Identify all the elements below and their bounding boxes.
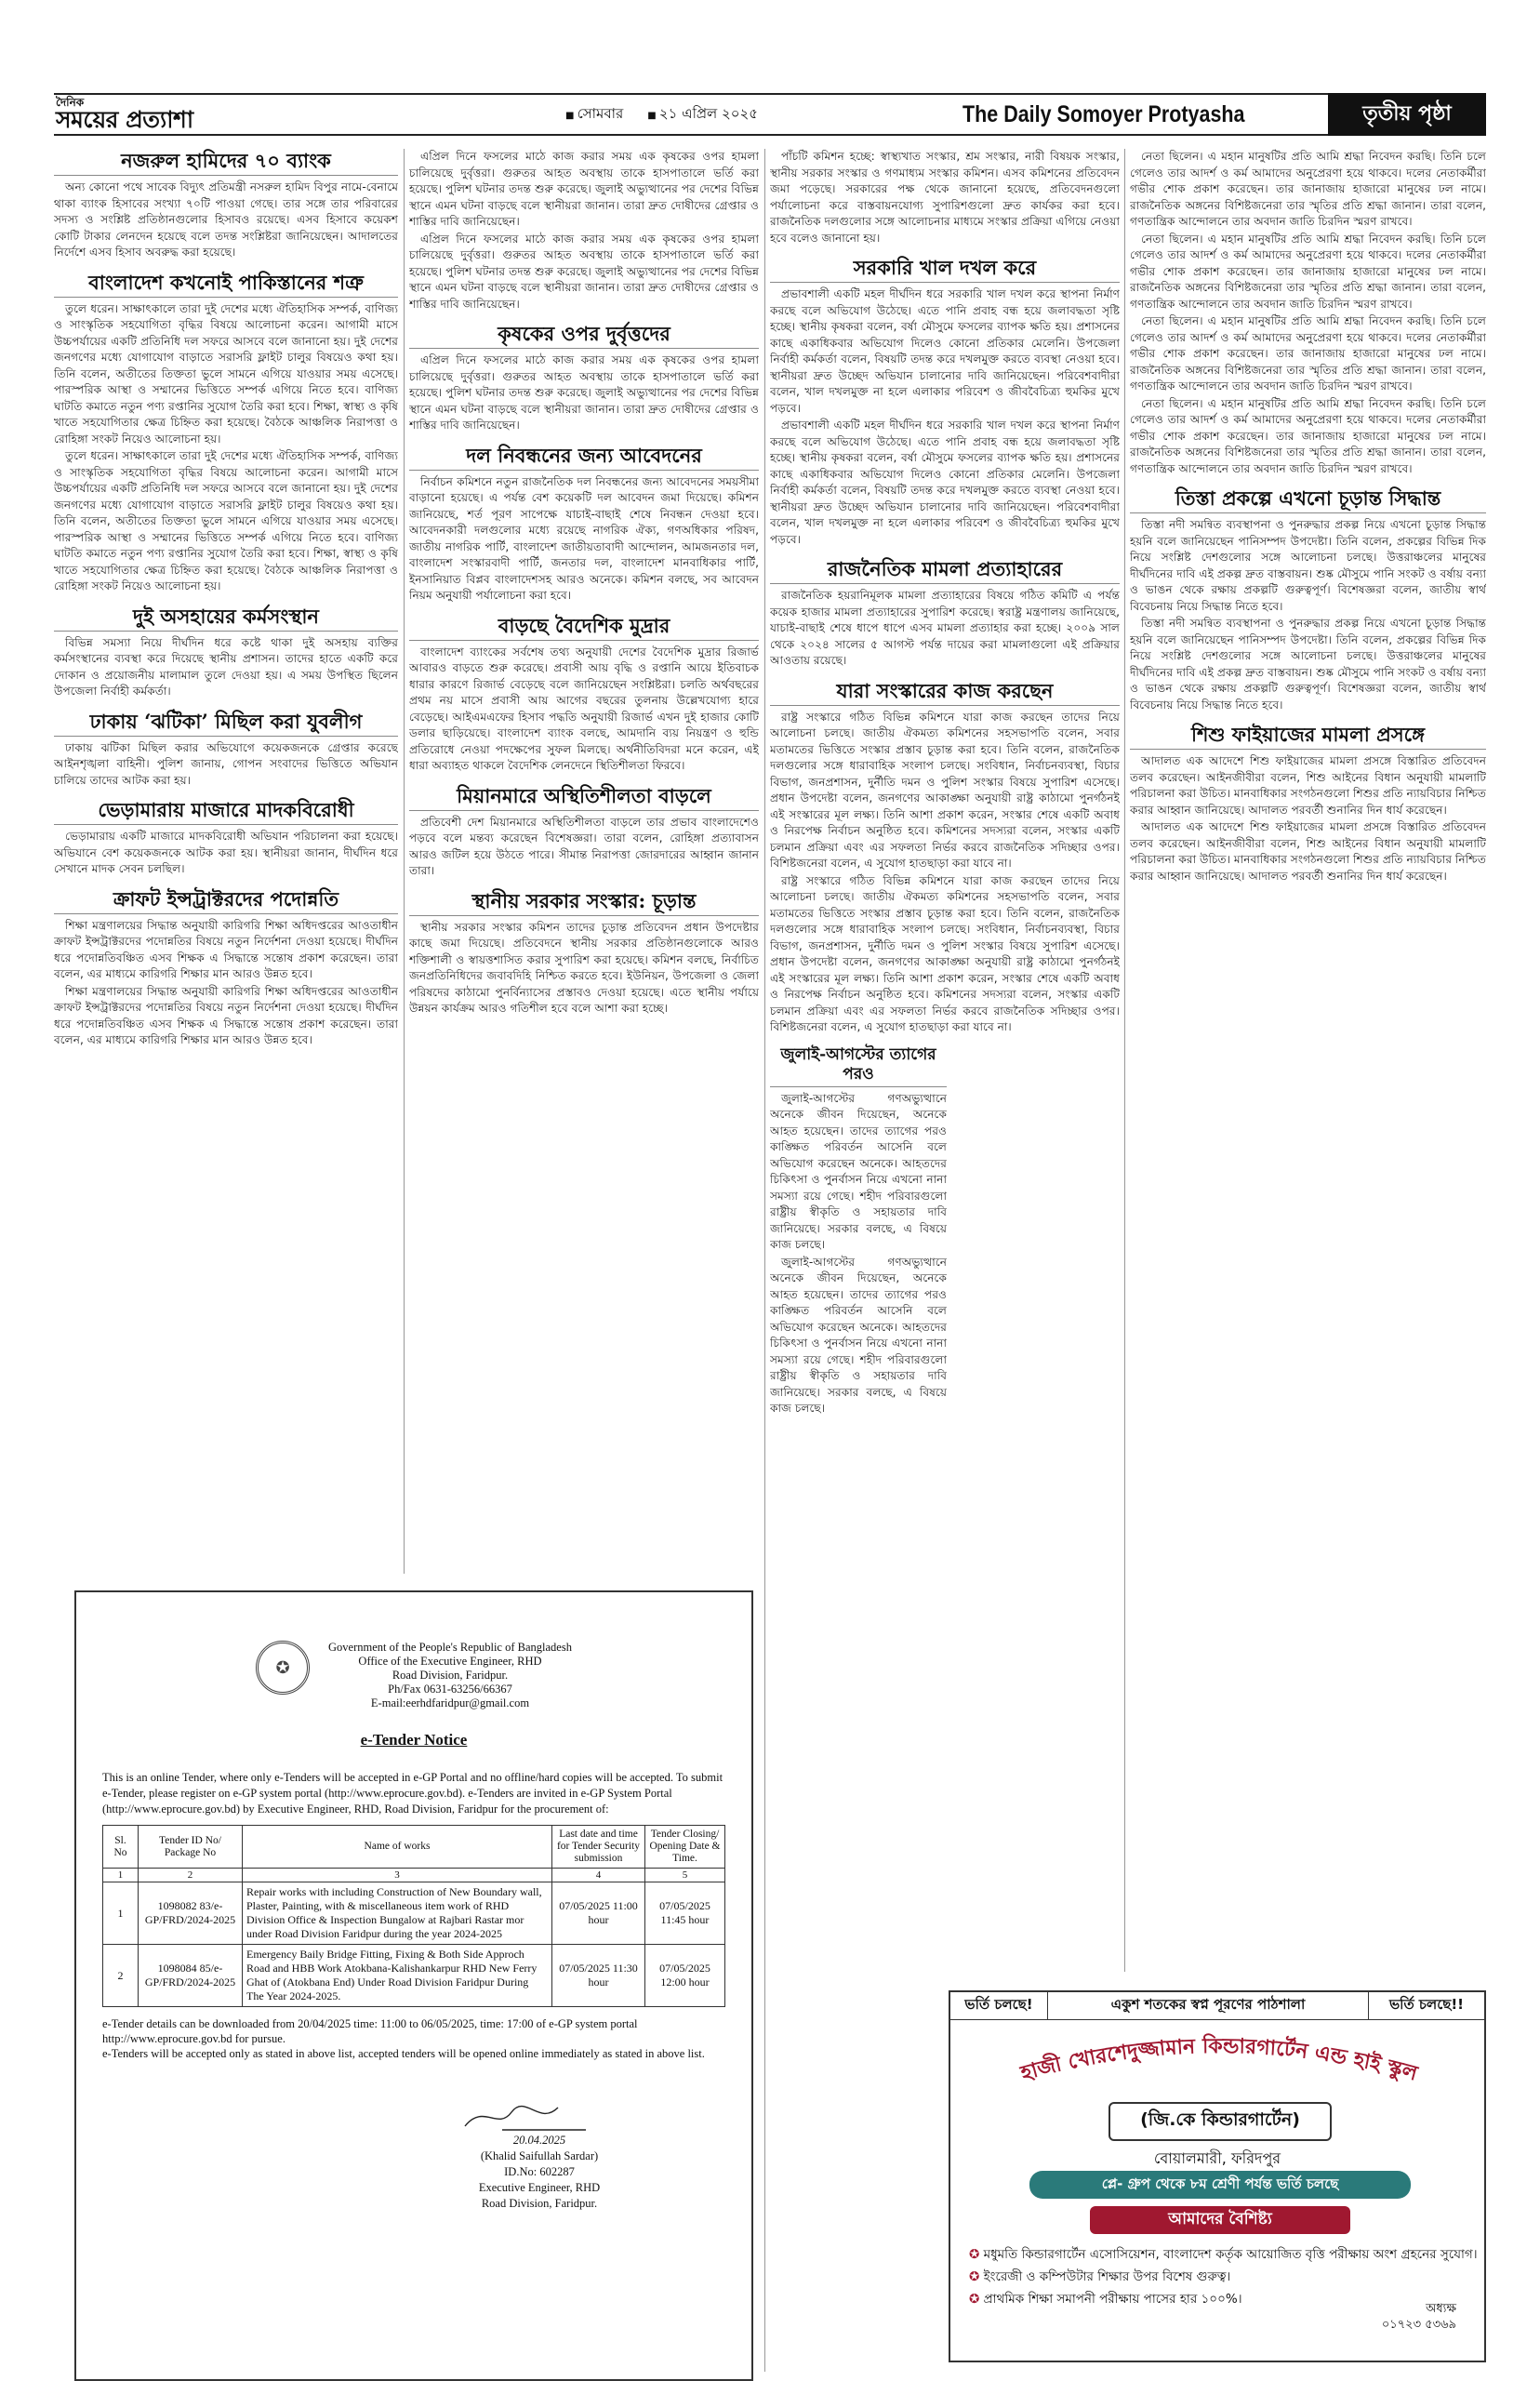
headline[interactable]: ঢাকায় ‘ঝটিকা’ মিছিল করা যুবলীগ [54, 710, 398, 737]
article-body: প্রতিবেশী দেশ মিয়ানমারে অস্থিতিশীলতা বাড়লে তার প্রভাব বাংলাদেশেও পড়বে বলে মন্তব্য করেছেন বিশেষজ্ঞরা। তারা বলেন, রোহিঙ্গা প্রত্যাবাসন আরও জটিল হয়ে উঠতে পারে। সীমান্ত নিরাপত্তা জোরদারের আহ্বান জানান তারা। [409, 815, 759, 877]
tender-intro: This is an online Tender, where only e-Tenders will be accepted in e-GP Portal and no offline/hard copies will be accepted. To submit e-Tender, please register on e-GP system portal (http://www.eprocure.gov.bd). e-Tenders are invited in e-GP System Portal (http://www.eprocure.gov.bd) by Executive Engineer, RHD, Road Division, Faridpur for the procurement of: [102, 1771, 724, 1816]
cell-sl: 1 [103, 1882, 139, 1945]
cell-tender-id: 1098082 83/e-GP/FRD/2024-2025 [139, 1882, 243, 1945]
column-divider [1124, 149, 1125, 1972]
article [54, 271, 398, 595]
signature-date: 20.04.2025 [512, 2134, 566, 2147]
headline[interactable]: যারা সংস্কারের কাজ করছেন [770, 679, 1120, 706]
footer-line: e-Tender details can be downloaded from 20/04/2025 time: 11:00 to 06/05/2025, time: 17:00 of e-GP system portal http://www.eprocure.gov.bd for pursue. [102, 2017, 638, 2045]
article-body: এপ্রিল দিনে ফসলের মাঠে কাজ করার সময় এক কৃষকের ওপর হামলা চালিয়েছে দুর্বৃত্তরা। গুরুতর আহত অবস্থায় তাকে হাসপাতালে ভর্তি করা হয়েছে। পুলিশ ঘটনার তদন্ত শুরু করেছে। জুলাই অভ্যুত্থানের পর দেশের বিভিন্ন স্থানে এমন ঘটনা বাড়ছে বলে স্থানীয়রা জানান। তারা দ্রুত দোষীদের গ্রেপ্তার ও শাস্তির দাবি জানিয়েছেন। [409, 353, 759, 432]
ad-slogan: একুশ শতকের স্বপ্ন পূরণের পাঠশালা [1110, 1996, 1306, 2013]
index-cell: 3 [243, 1869, 552, 1882]
admission-label: ভর্তি চলছে!! [1368, 1992, 1484, 2019]
school-location: বোয়ালমারী, ফরিদপুর [1153, 2149, 1281, 2167]
signature-block [446, 2098, 632, 2212]
column-divider [764, 149, 765, 2372]
article-body: রাজনৈতিক হয়রানিমূলক মামলা প্রত্যাহারের বিষয়ে গঠিত কমিটি এ পর্যন্ত কয়েক হাজার মামলা প্রত্যাহারের সুপারিশ করেছে। স্বরাষ্ট্র মন্ত্রণালয় জানিয়েছে, যাচাই-বাছাই শেষে ধাপে ধাপে এসব মামলা প্রত্যাহার করা হচ্ছে। ২০০৯ সাল থেকে ২০২৪ সালের ৫ আগস্ট পর্যন্ত দায়ের করা মামলাগুলো এই প্রক্রিয়ার আওতায় রয়েছে। [770, 589, 1120, 667]
cell-security-date: 07/05/2025 11:30 hour [552, 1945, 645, 2007]
headline[interactable]: দুই অসহায়ের কর্মসংস্থান [54, 605, 398, 632]
column-1 [54, 149, 398, 1574]
headline[interactable]: দল নিবন্ধনের জন্য আবেদনের [409, 444, 759, 471]
headline[interactable]: ভেড়ামারায় মাজারে মাদকবিরোধী [54, 798, 398, 825]
table-row [103, 1882, 725, 1945]
gov-line: E-mail:eerhdfaridpur@gmail.com [370, 1696, 530, 1709]
article-body: আদালত এক আদেশে শিশু ফাইয়াজের মামলা প্রসঙ্গে বিস্তারিত প্রতিবেদন তলব করেছেন। আইনজীবীরা বলেন, শিশু আইনের বিধান অনুযায়ী মামলাটি পরিচালনা করা উচিত। মানবাধিকার সংগঠনগুলো শিশুর প্রতি ন্যায়বিচার নিশ্চিত করার আহ্বান জানিয়েছে। আদালত পরবর্তী শুনানির দিন ধার্য করেছেন। আদালত এক আদেশে শিশু ফাইয়াজের মামলা প্রসঙ্গে বিস্তারিত প্রতিবেদন তলব করেছেন। আইনজীবীরা বলেন, শিশু আইনের বিধান অনুযায়ী মামলাটি পরিচালনা করা উচিত। মানবাধিকার সংগঠনগুলো শিশুর প্রতি ন্যায়বিচার নিশ্চিত করার আহ্বান জানিয়েছে। আদালত পরবর্তী শুনানির দিন ধার্য করেছেন। [1130, 754, 1486, 883]
features-title: আমাদের বৈশিষ্ট্য [1090, 2206, 1350, 2234]
phone-number[interactable]: ০১৭২৩ ৫৩৬৯ [1381, 2318, 1456, 2332]
tender-title: e-Tender Notice [360, 1731, 468, 1749]
tender-notice [74, 1590, 753, 2381]
article [409, 444, 759, 605]
gov-line: Road Division, Faridpur. [392, 1669, 509, 1682]
signatory-line: (Khalid Saifullah Sardar) [480, 2149, 599, 2162]
index-cell: 5 [645, 1869, 725, 1882]
article-body: ঢাকায় ঝটিকা মিছিল করার অভিযোগে কয়েকজনকে গ্রেপ্তার করেছে আইনশৃঙ্খলা বাহিনী। পুলিশ জানায়, গোপন সংবাদের ভিত্তিতে অভিযান চালিয়ে তাদের আটক করা হয়। [54, 740, 398, 787]
office-address [328, 1641, 572, 1710]
article [1130, 149, 1486, 477]
date-label: ■ ২১ এপ্রিল ২০২৫ [647, 103, 758, 126]
headline[interactable]: জুলাই-আগস্টের ত্যাগের পরও [770, 1045, 947, 1087]
list-item: ✪ প্রাথমিক শিক্ষা সমাপনী পরীক্ষায় পাসের হার ১০০%। [969, 2288, 1478, 2310]
index-cell: 4 [552, 1869, 645, 1882]
gov-line: Office of the Executive Engineer, RHD [358, 1655, 542, 1668]
article [54, 149, 398, 261]
article-body: স্থানীয় সরকার সংস্কার কমিশন তাদের চূড়ান্ত প্রতিবেদন প্রধান উপদেষ্টার কাছে জমা দিয়েছে। প্রতিবেদনে স্থানীয় সরকার প্রতিষ্ঠানগুলোকে আরও শক্তিশালী ও স্বায়ত্তশাসিত করার সুপারিশ করা হয়েছে। কমিশন বলছে, নির্বাচিত জনপ্রতিনিধিদের জবাবদিহি নিশ্চিত করতে হবে। ইউনিয়ন, উপজেলা ও জেলা পরিষদের কাঠামো পুনর্বিন্যাসের প্রস্তাবও দেওয়া হয়েছে। এতে স্থানীয় পর্যায়ে উন্নয়ন কার্যক্রম আরও গতিশীল হবে বলে আশা করা হচ্ছে। [409, 920, 759, 1015]
article-body: জুলাই-আগস্টের গণঅভ্যুত্থানে অনেকে জীবন দিয়েছেন, অনেকে আহত হয়েছেন। তাদের ত্যাগের পরও কাঙ্ক্ষিত পরিবর্তন আসেনি বলে অভিযোগ করেছেন অনেকে। আহতদের চিকিৎসা ও পুনর্বাসন নিয়ে এখনো নানা সমস্যা রয়ে গেছে। শহীদ পরিবারগুলো রাষ্ট্রীয় স্বীকৃতি ও সহায়তার দাবি জানিয়েছে। সরকার বলছে, এ বিষয়ে কাজ চলছে। জুলাই-আগস্টের গণঅভ্যুত্থানে অনেকে জীবন দিয়েছেন, অনেকে আহত হয়েছেন। তাদের ত্যাগের পরও কাঙ্ক্ষিত পরিবর্তন আসেনি বলে অভিযোগ করেছেন অনেকে। আহতদের চিকিৎসা ও পুনর্বাসন নিয়ে এখনো নানা সমস্যা রয়ে গেছে। শহীদ পরিবারগুলো রাষ্ট্রীয় স্বীকৃতি ও সহায়তার দাবি জানিয়েছে। সরকার বলছে, এ বিষয়ে কাজ চলছে। [770, 1091, 947, 1415]
class-range-banner: প্লে- গ্রুপ থেকে ৮ম শ্রেণী পর্যন্ত ভর্তি চলছে [1029, 2171, 1411, 2199]
gov-line: Government of the People's Republic of Bangladesh [328, 1641, 572, 1654]
article-body: পাঁচটি কমিশন হচ্ছে: স্বাস্থ্যখাত সংস্কার, শ্রম সংস্কার, নারী বিষয়ক সংস্কার, স্থানীয় সরকার সংস্কার ও গণমাধ্যম সংস্কার কমিশন। এসব কমিশনের প্রতিবেদন জমা পড়েছে। সরকারের পক্ষ থেকে জানানো হয়েছে, প্রতিবেদনগুলো পর্যালোচনা করে বাস্তবায়নযোগ্য সুপারিশগুলো দ্রুত কার্যকর করা হবে। রাজনৈতিক দলগুলোর সঙ্গে আলোচনার মাধ্যমে সংস্কার প্রক্রিয়া এগিয়ে নেওয়া হবে বলেও জানানো হয়। [770, 150, 1120, 245]
column-2 [409, 149, 759, 1574]
tender-table [102, 1825, 725, 2007]
article [1130, 486, 1486, 713]
article-body: ভেড়ামারায় একটি মাজারে মাদকবিরোধী অভিযান পরিচালনা করা হয়েছে। অভিযানে বেশ কয়েকজনকে আটক করা হয়। স্থানীয়রা জানান, দীর্ঘদিন ধরে সেখানে মাদক সেবন চলছিল। [54, 830, 398, 875]
column-divider [404, 149, 405, 1574]
contact-block [1382, 2301, 1456, 2333]
article [54, 798, 398, 878]
article-body: রাষ্ট্র সংস্কারে গঠিত বিভিন্ন কমিশনে যারা কাজ করছেন তাদের নিয়ে আলোচনা চলছে। জাতীয় ঐকমত্য কমিশনের সহসভাপতি বলেন, সবার মতামতের ভিত্তিতে সংস্কার প্রস্তাব চূড়ান্ত করা হবে। তিনি বলেন, রাজনৈতিক দলগুলোর সঙ্গে ধারাবাহিক সংলাপ চলছে। সংবিধান, নির্বাচনব্যবস্থা, বিচার বিভাগ, জনপ্রশাসন, দুর্নীতি দমন ও পুলিশ সংস্কার বিষয়ে সুপারিশ এসেছে। প্রধান উপদেষ্টা বলেন, জনগণের আকাঙ্ক্ষা অনুযায়ী রাষ্ট্র কাঠামো পুনর্গঠনই এই সংস্কারের মূল লক্ষ্য। তিনি আশা প্রকাশ করেন, সংস্কার শেষে একটি অবাধ ও নিরপেক্ষ নির্বাচন অনুষ্ঠিত হবে। কমিশনের সদস্যরা বলেন, সংস্কার একটি চলমান প্রক্রিয়া এবং এর সফলতা নির্ভর করবে রাজনৈতিক সদিচ্ছার ওপর। বিশিষ্টজনেরা বলেন, এ সুযোগ হাতছাড়া করা যাবে না। রাষ্ট্র সংস্কারে গঠিত বিভিন্ন কমিশনে যারা কাজ করছেন তাদের নিয়ে আলোচনা চলছে। জাতীয় ঐকমত্য কমিশনের সহসভাপতি বলেন, সবার মতামতের ভিত্তিতে সংস্কার প্রস্তাব চূড়ান্ত করা হবে। তিনি বলেন, রাজনৈতিক দলগুলোর সঙ্গে ধারাবাহিক সংলাপ চলছে। সংবিধান, নির্বাচনব্যবস্থা, বিচার বিভাগ, জনপ্রশাসন, দুর্নীতি দমন ও পুলিশ সংস্কার বিষয়ে সুপারিশ এসেছে। প্রধান উপদেষ্টা বলেন, জনগণের আকাঙ্ক্ষা অনুযায়ী রাষ্ট্র কাঠামো পুনর্গঠনই এই সংস্কারের মূল লক্ষ্য। তিনি আশা প্রকাশ করেন, সংস্কার শেষে একটি অবাধ ও নিরপেক্ষ নির্বাচন অনুষ্ঠিত হবে। কমিশনের সদস্যরা বলেন, সংস্কার একটি চলমান প্রক্রিয়া এবং এর সফলতা নির্ভর করবে রাজনৈতিক সদিচ্ছার ওপর। বিশিষ্টজনেরা বলেন, এ সুযোগ হাতছাড়া করা যাবে না। [770, 710, 1120, 1033]
masthead [54, 93, 1486, 136]
article-body: প্রভাবশালী একটি মহল দীর্ঘদিন ধরে সরকারি খাল দখল করে স্থাপনা নির্মাণ করছে বলে অভিযোগ উঠেছে। এতে পানি প্রবাহ বন্ধ হয়ে জলাবদ্ধতা সৃষ্টি হচ্ছে। স্থানীয় কৃষকরা বলেন, বর্ষা মৌসুমে ফসলের ব্যাপক ক্ষতি হয়। প্রশাসনের কাছে একাধিকবার অভিযোগ দিলেও কোনো প্রতিকার মেলেনি। উপজেলা নির্বাহী কর্মকর্তা বলেন, বিষয়টি তদন্ত করে দখলমুক্ত করতে ব্যবস্থা নেওয়া হবে। স্থানীয়রা দ্রুত উচ্ছেদ অভিযান চালানোর দাবি জানিয়েছেন। পরিবেশবাদীরা বলেন, খাল দখলমুক্ত না হলে এলাকার পরিবেশ ও জীববৈচিত্র্য হুমকির মুখে পড়বে। প্রভাবশালী একটি মহল দীর্ঘদিন ধরে সরকারি খাল দখল করে স্থাপনা নির্মাণ করছে বলে অভিযোগ উঠেছে। এতে পানি প্রবাহ বন্ধ হয়ে জলাবদ্ধতা সৃষ্টি হচ্ছে। স্থানীয় কৃষকরা বলেন, বর্ষা মৌসুমে ফসলের ব্যাপক ক্ষতি হয়। প্রশাসনের কাছে একাধিকবার অভিযোগ দিলেও কোনো প্রতিকার মেলেনি। উপজেলা নির্বাহী কর্মকর্তা বলেন, বিষয়টি তদন্ত করে দখলমুক্ত করতে ব্যবস্থা নেওয়া হবে। স্থানীয়রা দ্রুত উচ্ছেদ অভিযান চালানোর দাবি জানিয়েছেন। পরিবেশবাদীরা বলেন, খাল দখলমুক্ত না হলে এলাকার পরিবেশ ও জীববৈচিত্র্য হুমকির মুখে পড়বে। [770, 287, 1120, 546]
article [770, 256, 1120, 548]
logo-small-text: দৈনিক [56, 96, 85, 109]
article [770, 149, 1120, 246]
list-item: ✪ ইংরেজী ও কম্পিউটার শিক্ষার উপর বিশেষ গুরুত্ব। [969, 2266, 1478, 2288]
school-name: হাজী খোরশেদুজ্জামান কিন্ডারগার্টেন এন্ড হাই স্কুল [1017, 2033, 1421, 2086]
school-admission-ad [949, 1990, 1486, 2362]
article-body: বিভিন্ন সমস্যা নিয়ে দীর্ঘদিন ধরে কষ্টে থাকা দুই অসহায় ব্যক্তির কর্মসংস্থানের ব্যবস্থা করে দিয়েছে স্থানীয় প্রশাসন। তাদের হাতে একটি করে দোকান ও প্রয়োজনীয় মালামাল তুলে দেওয়া হয়। এ সময় উপস্থিত ছিলেন উপজেলা নির্বাহী কর্মকর্তা। [54, 635, 398, 698]
article [409, 149, 759, 313]
article-body: তুলে ধরেন। সাক্ষাৎকালে তারা দুই দেশের মধ্যে ঐতিহাসিক সম্পর্ক, বাণিজ্য ও সাংস্কৃতিক সহযোগিতা বৃদ্ধির বিষয়ে আলোচনা করেন। আগামী মাসে উচ্চপর্যায়ের একটি প্রতিনিধি দল সফরে আসবে বলে জানানো হয়। দুই দেশের জনগণের মধ্যে যোগাযোগ বাড়াতে সরাসরি ফ্লাইট চালুর বিষয়েও কথা হয়। তিনি বলেন, অতীতের তিক্ততা ভুলে সামনে এগিয়ে যাওয়ার সময় এসেছে। পারস্পরিক আস্থা ও সম্মানের ভিত্তিতে সম্পর্ক এগিয়ে নিতে হবে। বাণিজ্য ঘাটতি কমাতে নতুন পণ্য রপ্তানির সুযোগ তৈরি করা হবে। শিক্ষা, স্বাস্থ্য ও কৃষি খাতে সহযোগিতার ক্ষেত্র চিহ্নিত করা হয়েছে। বৈঠকে আঞ্চলিক নিরাপত্তা ও রোহিঙ্গা সংকট নিয়েও আলোচনা হয়। তুলে ধরেন। সাক্ষাৎকালে তারা দুই দেশের মধ্যে ঐতিহাসিক সম্পর্ক, বাণিজ্য ও সাংস্কৃতিক সহযোগিতা বৃদ্ধির বিষয়ে আলোচনা করেন। আগামী মাসে উচ্চপর্যায়ের একটি প্রতিনিধি দল সফরে আসবে বলে জানানো হয়। দুই দেশের জনগণের মধ্যে যোগাযোগ বাড়াতে সরাসরি ফ্লাইট চালুর বিষয়েও কথা হয়। তিনি বলেন, অতীতের তিক্ততা ভুলে সামনে এগিয়ে যাওয়ার সময় এসেছে। পারস্পরিক আস্থা ও সম্মানের ভিত্তিতে সম্পর্ক এগিয়ে নিতে হবে। বাণিজ্য ঘাটতি কমাতে নতুন পণ্য রপ্তানির সুযোগ তৈরি করা হবে। শিক্ষা, স্বাস্থ্য ও কৃষি খাতে সহযোগিতার ক্ষেত্র চিহ্নিত করা হয়েছে। বৈঠকে আঞ্চলিক নিরাপত্তা ও রোহিঙ্গা সংকট নিয়েও আলোচনা হয়। [54, 301, 398, 592]
index-cell: 2 [139, 1869, 243, 1882]
government-emblem-icon: ✪ [256, 1641, 310, 1695]
headline[interactable]: শিশু ফাইয়াজের মামলা প্রসঙ্গে [1130, 723, 1486, 750]
column-4 [1130, 149, 1486, 1972]
headline[interactable]: বাংলাদেশ কখনোই পাকিস্তানের শত্রু [54, 271, 398, 298]
article-body: অন্য কোনো পথে সাবেক বিদ্যুৎ প্রতিমন্ত্রী নসরুল হামিদ বিপুর নামে-বেনামে থাকা ব্যাংক হিসাবের সংখ্যা ৭০টি পাওয়া গেছে। তার সঙ্গে তার পরিবারের সদস্য ও সংশ্লিষ্ট প্রতিষ্ঠানগুলোর হিসাবও রয়েছে। এসব হিসাবে কয়েকশ কোটি টাকার লেনদেন হয়েছে বলে তদন্ত সংশ্লিষ্টরা জানিয়েছেন। আদালতের নির্দেশে এসব হিসাব অবরুদ্ধ করা হয়েছে। [54, 180, 398, 259]
cell-security-date: 07/05/2025 11:00 hour [552, 1882, 645, 1945]
table-header: Last date and time for Tender Security submission [552, 1826, 645, 1869]
article [409, 889, 759, 1018]
article-body: নেতা ছিলেন। এ মহান মানুষটির প্রতি আমি শ্রদ্ধা নিবেদন করছি। তিনি চলে গেলেও তার আদর্শ ও কর্ম আমাদের অনুপ্রেরণা হয়ে থাকবে। দলের নেতাকর্মীরা গভীর শোক প্রকাশ করেছেন। তার জানাজায় হাজারো মানুষের ঢল নামে। রাজনৈতিক অঙ্গনের বিশিষ্টজনেরা তার স্মৃতির প্রতি শ্রদ্ধা জানান। তারা বলেন, গণতান্ত্রিক আন্দোলনে তার অবদান জাতি চিরদিন স্মরণ রাখবে। নেতা ছিলেন। এ মহান মানুষটির প্রতি আমি শ্রদ্ধা নিবেদন করছি। তিনি চলে গেলেও তার আদর্শ ও কর্ম আমাদের অনুপ্রেরণা হয়ে থাকবে। দলের নেতাকর্মীরা গভীর শোক প্রকাশ করেছেন। তার জানাজায় হাজারো মানুষের ঢল নামে। রাজনৈতিক অঙ্গনের বিশিষ্টজনেরা তার স্মৃতির প্রতি শ্রদ্ধা জানান। তারা বলেন, গণতান্ত্রিক আন্দোলনে তার অবদান জাতি চিরদিন স্মরণ রাখবে। নেতা ছিলেন। এ মহান মানুষটির প্রতি আমি শ্রদ্ধা নিবেদন করছি। তিনি চলে গেলেও তার আদর্শ ও কর্ম আমাদের অনুপ্রেরণা হয়ে থাকবে। দলের নেতাকর্মীরা গভীর শোক প্রকাশ করেছেন। তার জানাজায় হাজারো মানুষের ঢল নামে। রাজনৈতিক অঙ্গনের বিশিষ্টজনেরা তার স্মৃতির প্রতি শ্রদ্ধা জানান। তারা বলেন, গণতান্ত্রিক আন্দোলনে তার অবদান জাতি চিরদিন স্মরণ রাখবে। নেতা ছিলেন। এ মহান মানুষটির প্রতি আমি শ্রদ্ধা নিবেদন করছি। তিনি চলে গেলেও তার আদর্শ ও কর্ম আমাদের অনুপ্রেরণা হয়ে থাকবে। দলের নেতাকর্মীরা গভীর শোক প্রকাশ করেছেন। তার জানাজায় হাজারো মানুষের ঢল নামে। রাজনৈতিক অঙ্গনের বিশিষ্টজনেরা তার স্মৃতির প্রতি শ্রদ্ধা জানান। তারা বলেন, গণতান্ত্রিক আন্দোলনে তার অবদান জাতি চিরদিন স্মরণ রাখবে। [1130, 150, 1486, 475]
headline[interactable]: তিস্তা প্রকল্পে এখনো চূড়ান্ত সিদ্ধান্ত [1130, 486, 1486, 513]
headline[interactable]: রাজনৈতিক মামলা প্রত্যাহারের [770, 557, 1120, 584]
cell-work-name: Emergency Baily Bridge Fitting, Fixing & Both Side Approch Road and HBB Work Atokbana-Kalishankarpur RHD New Ferry Ghat of (Atokbana End) Under Road Division Faridpur During The Year 2024-2025. [243, 1945, 552, 2007]
gov-line: Ph/Fax 0631-63256/66367 [388, 1683, 512, 1696]
headline[interactable]: কৃষকের ওপর দুর্বৃত্তদের [409, 322, 759, 349]
signatory-line: ID.No: 602287 [504, 2165, 575, 2178]
article [409, 322, 759, 434]
index-cell: 1 [103, 1869, 139, 1882]
school-short-name: (জি.কে কিন্ডারগার্টেন) [1109, 2102, 1332, 2141]
cell-closing-date: 07/05/2025 11:45 hour [645, 1882, 725, 1945]
page-label: তৃতীয় পৃষ্ঠা [1328, 93, 1486, 136]
cell-work-name: Repair works with including Construction of New Boundary wall, Plaster, Painting, with & miscellaneous item work of RHD Division Office & Inspection Bungalow at Rajbari Rastar mor under Road Division Faridpur during the year 2024-2025 [243, 1882, 552, 1945]
newspaper-logo [54, 97, 268, 132]
date-line [565, 103, 758, 126]
article [54, 710, 398, 790]
article [770, 679, 1120, 1036]
day-label: ■ সোমবার [565, 103, 623, 126]
footer-line: e-Tenders will be accepted only as stated in above list, accepted tenders will be opened online immediately as stated in above list. [102, 2047, 705, 2060]
headline[interactable]: সরকারি খাল দখল করে [770, 256, 1120, 283]
headline[interactable]: বাড়ছে বৈদেশিক মুদ্রার [409, 614, 759, 641]
signature-scribble [446, 2098, 632, 2135]
headline[interactable]: মিয়ানমারে অস্থিতিশীলতা বাড়লে [409, 784, 759, 811]
table-header: Tender Closing/ Opening Date & Time. [645, 1826, 725, 1869]
principal-title: অধ্যক্ষ [1426, 2302, 1456, 2316]
article [770, 557, 1120, 670]
cell-closing-date: 07/05/2025 12:00 hour [645, 1945, 725, 2007]
article [409, 784, 759, 880]
list-item: ✪ মধুমতি কিন্ডারগার্টেন এসোসিয়েশন, বাংলাদেশ কর্তৃক আয়োজিত বৃত্তি পরীক্ষায় অংশ গ্রহনের সুযোগ। [969, 2243, 1478, 2266]
article-body: তিস্তা নদী সমন্বিত ব্যবস্থাপনা ও পুনরুদ্ধার প্রকল্প নিয়ে এখনো চূড়ান্ত সিদ্ধান্ত হয়নি বলে জানিয়েছেন পানিসম্পদ উপদেষ্টা। তিনি বলেন, প্রকল্পের বিভিন্ন দিক নিয়ে সংশ্লিষ্ট দেশগুলোর সঙ্গে আলোচনা চলছে। উত্তরাঞ্চলের মানুষের দীর্ঘদিনের দাবি এই প্রকল্প দ্রুত বাস্তবায়ন। শুষ্ক মৌসুমে পানি সংকট ও বর্ষায় বন্যা ও ভাঙন থেকে রক্ষায় প্রকল্পটি গুরুত্বপূর্ণ। বিশেষজ্ঞরা বলেন, জাতীয় স্বার্থ বিবেচনায় নিয়ে সিদ্ধান্ত নিতে হবে। তিস্তা নদী সমন্বিত ব্যবস্থাপনা ও পুনরুদ্ধার প্রকল্প নিয়ে এখনো চূড়ান্ত সিদ্ধান্ত হয়নি বলে জানিয়েছেন পানিসম্পদ উপদেষ্টা। তিনি বলেন, প্রকল্পের বিভিন্ন দিক নিয়ে সংশ্লিষ্ট দেশগুলোর সঙ্গে আলোচনা চলছে। উত্তরাঞ্চলের মানুষের দীর্ঘদিনের দাবি এই প্রকল্প দ্রুত বাস্তবায়ন। শুষ্ক মৌসুমে পানি সংকট ও বর্ষায় বন্যা ও ভাঙন থেকে রক্ষায় প্রকল্পটি গুরুত্বপূর্ণ। বিশেষজ্ঞরা বলেন, জাতীয় স্বার্থ বিবেচনায় নিয়ে সিদ্ধান্ত নিতে হবে। [1130, 518, 1486, 712]
cell-sl: 2 [103, 1945, 139, 2007]
government-header [102, 1641, 725, 1710]
tender-footer [102, 2016, 725, 2061]
article-body: বাংলাদেশ ব্যাংকের সর্বশেষ তথ্য অনুযায়ী দেশের বৈদেশিক মুদ্রার রিজার্ভ আবারও বাড়তে শুরু করেছে। প্রবাসী আয় বৃদ্ধি ও রপ্তানি আয়ে ইতিবাচক ধারার কারণে রিজার্ভ বেড়েছে বলে জানিয়েছেন সংশ্লিষ্টরা। চলতি অর্থবছরের প্রথম নয় মাসে প্রবাসী আয় আগের বছরের তুলনায় উল্লেখযোগ্য হারে বেড়েছে। আইএমএফের হিসাব পদ্ধতি অনুযায়ী রিজার্ভ এখন দুই হাজার কোটি ডলার ছাড়িয়েছে। বাংলাদেশ ব্যাংক বলছে, আমদানি ব্যয় নিয়ন্ত্রণ ও হুন্ডি প্রতিরোধে নেওয়া পদক্ষেপের সুফল মিলছে। অর্থনীতিবিদরা মনে করেন, এই ধারা অব্যাহত থাকলে বৈদেশিক লেনদেনে স্থিতিশীলতা ফিরবে। [409, 645, 759, 772]
headline[interactable]: স্থানীয় সরকার সংস্কার: চূড়ান্ত [409, 889, 759, 916]
article [409, 614, 759, 775]
article [1130, 723, 1486, 885]
logo-title: সময়ের প্রত্যাশা [56, 106, 193, 133]
table-header: Name of works [243, 1826, 552, 1869]
article-body: এপ্রিল দিনে ফসলের মাঠে কাজ করার সময় এক কৃষকের ওপর হামলা চালিয়েছে দুর্বৃত্তরা। গুরুতর আহত অবস্থায় তাকে হাসপাতালে ভর্তি করা হয়েছে। পুলিশ ঘটনার তদন্ত শুরু করেছে। জুলাই অভ্যুত্থানের পর দেশের বিভিন্ন স্থানে এমন ঘটনা বাড়ছে বলে স্থানীয়রা জানান। তারা দ্রুত দোষীদের গ্রেপ্তার ও শাস্তির দাবি জানিয়েছেন। এপ্রিল দিনে ফসলের মাঠে কাজ করার সময় এক কৃষকের ওপর হামলা চালিয়েছে দুর্বৃত্তরা। গুরুতর আহত অবস্থায় তাকে হাসপাতালে ভর্তি করা হয়েছে। পুলিশ ঘটনার তদন্ত শুরু করেছে। জুলাই অভ্যুত্থানের পর দেশের বিভিন্ন স্থানে এমন ঘটনা বাড়ছে বলে স্থানীয়রা জানান। তারা দ্রুত দোষীদের গ্রেপ্তার ও শাস্তির দাবি জানিয়েছেন। [409, 150, 759, 311]
table-header: Sl. No [103, 1826, 139, 1869]
table-row [103, 1945, 725, 2007]
admission-label: ভর্তি চলছে! [950, 1992, 1048, 2019]
svg-text:হাজী খোরশেদুজ্জামান কিন্ডারগার [1017, 2033, 1422, 2086]
table-index-row [103, 1869, 725, 1882]
ad-top-bar [950, 1992, 1484, 2020]
english-name: The Daily Somoyer Protyasha [962, 100, 1245, 127]
signatory-line: Road Division, Faridpur. [481, 2197, 598, 2210]
article-body: নির্বাচন কমিশনে নতুন রাজনৈতিক দল নিবন্ধনের জন্য আবেদনের সময়সীমা বাড়ানো হয়েছে। এ পর্যন্ত বেশ কয়েকটি দল আবেদন জমা দিয়েছে। কমিশন জানিয়েছে, শর্ত পূরণ সাপেক্ষে যাচাই-বাছাই শেষে নিবন্ধন দেওয়া হবে। আবেদনকারী দলগুলোর মধ্যে রয়েছে নাগরিক ঐক্য, গণঅধিকার পরিষদ, জাতীয় নাগরিক পার্টি, বাংলাদেশ জাতীয়তাবাদী আন্দোলন, আমজনতার দল, বাংলাদেশ সংস্কারবাদী পার্টি, জনতার দল, বাংলাদেশ মানবাধিকার পার্টি, ইনসানিয়াত বিপ্লব বাংলাদেশসহ আরও অনেকে। কমিশন বলছে, সব আবেদন নিয়ম অনুযায়ী পর্যালোচনা করা হবে। [409, 474, 759, 602]
article-body: শিক্ষা মন্ত্রণালয়ের সিদ্ধান্ত অনুযায়ী কারিগরি শিক্ষা অধিদপ্তরের আওতাধীন ক্রাফট ইন্সট্রাক্টরদের পদোন্নতির বিষয়ে নতুন নির্দেশনা দেওয়া হয়েছে। দীর্ঘদিন ধরে পদোন্নতিবঞ্চিত এসব শিক্ষক এ সিদ্ধান্তে সন্তোষ প্রকাশ করেছেন। তারা বলেন, এর মাধ্যমে কারিগরি শিক্ষার মান আরও উন্নত হবে। শিক্ষা মন্ত্রণালয়ের সিদ্ধান্ত অনুযায়ী কারিগরি শিক্ষা অধিদপ্তরের আওতাধীন ক্রাফট ইন্সট্রাক্টরদের পদোন্নতির বিষয়ে নতুন নির্দেশনা দেওয়া হয়েছে। দীর্ঘদিন ধরে পদোন্নতিবঞ্চিত এসব শিক্ষক এ সিদ্ধান্তে সন্তোষ প্রকাশ করেছেন। তারা বলেন, এর মাধ্যমে কারিগরি শিক্ষার মান আরও উন্নত হবে। [54, 918, 398, 1046]
article [770, 1045, 947, 1417]
headline[interactable]: ক্রাফট ইন্সট্রাক্টরদের পদোন্নতি [54, 887, 398, 914]
headline[interactable]: নজরুল হামিদের ৭০ ব্যাংক [54, 149, 398, 176]
school-name-arc [960, 2029, 1479, 2104]
article [54, 605, 398, 700]
cell-tender-id: 1098084 85/e-GP/FRD/2024-2025 [139, 1945, 243, 2007]
signatory-line: Executive Engineer, RHD [478, 2181, 601, 2194]
article [54, 887, 398, 1049]
table-header: Tender ID No/ Package No [139, 1826, 243, 1869]
